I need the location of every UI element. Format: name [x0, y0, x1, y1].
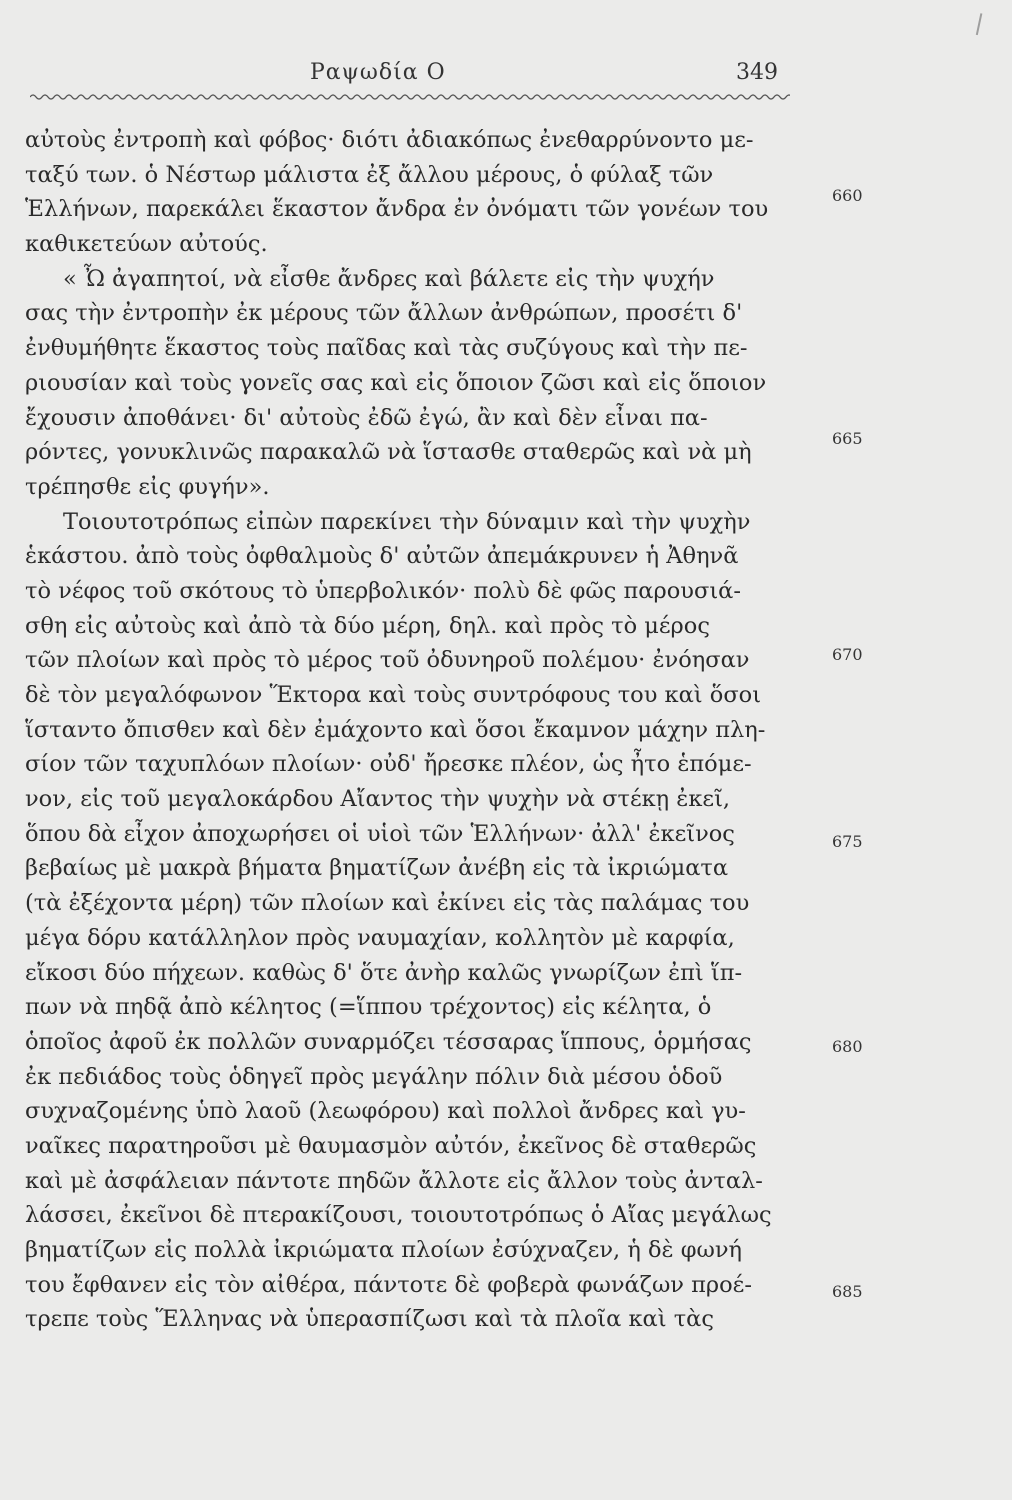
text-line: ὁποῖος ἀφοῦ ἐκ πολλῶν συναρμόζει τέσσαρας ἵππους, ὁρμήσας — [25, 1028, 752, 1055]
running-head: Ραψωδία Ο — [310, 60, 446, 85]
text-line: σίον τῶν ταχυπλόων πλοίων· οὐδ' ἤρεσκε πλέον, ὡς ἦτο ἑπόμε- — [25, 751, 752, 778]
text-line: τὸ νέφος τοῦ σκότους τὸ ὑπερβολικόν· πολὺ δὲ φῶς παρουσιά- — [25, 577, 741, 604]
text-line: « Ὦ ἀγαπητοί, νὰ εἶσθε ἄνδρες καὶ βάλετε εἰς τὴν ψυχήν — [63, 265, 715, 292]
text-line: συχναζομένης ὑπὸ λαοῦ (λεωφόρου) καὶ πολλοὶ ἄνδρες καὶ γυ- — [25, 1098, 746, 1125]
page-number: 349 — [736, 60, 778, 85]
text-line: Τοιουτοτρόπως εἰπὼν παρεκίνει τὴν δύναμιν καὶ τὴν ψυχὴν — [63, 508, 751, 535]
corner-mark — [976, 13, 990, 37]
text-line: εἴκοσι δύο πήχεων. καθὼς δ' ὅτε ἀνὴρ καλῶς γνωρίζων ἐπὶ ἵπ- — [25, 959, 743, 986]
text-line: ἵσταντο ὄπισθεν καὶ δὲν ἐμάχοντο καὶ ὅσοι ἔκαμνον μάχην πλη- — [25, 716, 766, 743]
line-number: 675 — [832, 832, 863, 851]
text-line: βεβαίως μὲ μακρὰ βήματα βηματίζων ἀνέβη εἰς τὰ ἰκριώματα — [25, 855, 729, 882]
body-text — [25, 123, 825, 1337]
line-number: 665 — [832, 429, 863, 448]
line-number: 680 — [832, 1037, 863, 1056]
line-number: 685 — [832, 1282, 863, 1301]
text-line: καὶ μὲ ἀσφάλειαν πάντοτε πηδῶν ἄλλοτε εἰς ἄλλον τοὺς ἀνταλ- — [25, 1167, 763, 1194]
text-line: τῶν πλοίων καὶ πρὸς τὸ μέρος τοῦ ὀδυνηροῦ πολέμου· ἐνόησαν — [25, 647, 750, 674]
text-line: ἑκάστου. ἀπὸ τοὺς ὀφθαλμοὺς δ' αὐτῶν ἀπεμάκρυνεν ἡ Ἀθηνᾶ — [25, 543, 739, 570]
text-line: σθη εἰς αὐτοὺς καὶ ἀπὸ τὰ δύο μέρη, δηλ. καὶ πρὸς τὸ μέρος — [25, 612, 710, 639]
text-line: αὐτοὺς ἐντροπὴ καὶ φόβος· διότι ἀδιακόπως ἐνεθαρρύνοντο με- — [25, 127, 754, 153]
text-line: τρεπε τοὺς Ἕλληνας νὰ ὑπερασπίζωσι καὶ τὰ πλοῖα καὶ τὰς — [25, 1306, 714, 1333]
header-rule — [30, 90, 790, 104]
text-line: βηματίζων εἰς πολλὰ ἰκριώματα πλοίων ἐσύχναζεν, ἡ δὲ φωνή — [25, 1237, 742, 1263]
text-line: ἐκ πεδιάδος τοὺς ὁδηγεῖ πρὸς μεγάλην πόλιν διὰ μέσου ὁδοῦ — [25, 1063, 723, 1090]
text-line: νον, εἰς τοῦ μεγαλοκάρδου Αἴαντος τὴν ψυχὴν νὰ στέκῃ ἐκεῖ, — [25, 786, 731, 813]
text-line: λάσσει, ἐκεῖνοι δὲ πτερακίζουσι, τοιουτοτρόπως ὁ Αἴας μεγάλως — [25, 1202, 772, 1229]
text-line: Ἑλλήνων, παρεκάλει ἕκαστον ἄνδρα ἐν ὀνόματι τῶν γονέων του — [25, 196, 769, 223]
text-line: ὅπου δὰ εἶχον ἀποχωρήσει οἱ υἱοὶ τῶν Ἑλλήνων· ἀλλ' ἐκεῖνος — [25, 820, 735, 847]
text-line: τρέπησθε εἰς φυγήν». — [25, 473, 270, 500]
text-line: σας τὴν ἐντροπὴν ἐκ μέρους τῶν ἄλλων ἀνθρώπων, προσέτι δ' — [25, 300, 743, 327]
text-line: ριουσίαν καὶ τοὺς γονεῖς σας καὶ εἰς ὅποιον ζῶσι καὶ εἰς ὅποιον — [25, 369, 767, 396]
text-line: μέγα δόρυ κατάλληλον πρὸς ναυμαχίαν, κολλητὸν μὲ καρφία, — [25, 924, 735, 951]
text-line: καθικετεύων αὐτούς. — [25, 231, 268, 258]
text-line: του ἔφθανεν εἰς τὸν αἰθέρα, πάντοτε δὲ φοβερὰ φωνάζων προέ- — [25, 1271, 752, 1298]
text-line: (τὰ ἐξέχοντα μέρη) τῶν πλοίων καὶ ἐκίνει εἰς τὰς παλάμας του — [25, 890, 750, 917]
text-line: ναῖκες παρατηροῦσι μὲ θαυμασμὸν αὐτόν, ἐκεῖνος δὲ σταθερῶς — [25, 1132, 757, 1159]
text-line: ταξύ των. ὁ Νέστωρ μάλιστα ἐξ ἄλλου μέρους, ὁ φύλαξ τῶν — [25, 161, 714, 188]
line-number: 670 — [832, 645, 863, 664]
line-number: 660 — [832, 186, 863, 205]
text-line: ρόντες, γονυκλινῶς παρακαλῶ νὰ ἵστασθε σταθερῶς καὶ νὰ μὴ — [25, 439, 752, 466]
text-line: ἔχουσιν ἀποθάνει· δι' αὐτοὺς ἐδῶ ἐγώ, ἂν καὶ δὲν εἶναι πα- — [25, 404, 708, 431]
text-line: πων νὰ πηδᾷ ἀπὸ κέλητος (=ἵππου τρέχοντος) εἰς κέλητα, ὁ — [25, 994, 712, 1021]
text-line: δὲ τὸν μεγαλόφωνον Ἕκτορα καὶ τοὺς συντρόφους του καὶ ὅσοι — [25, 682, 762, 708]
text-line: ἐνθυμήθητε ἕκαστος τοὺς παῖδας καὶ τὰς συζύγους καὶ τὴν πε- — [25, 335, 748, 362]
